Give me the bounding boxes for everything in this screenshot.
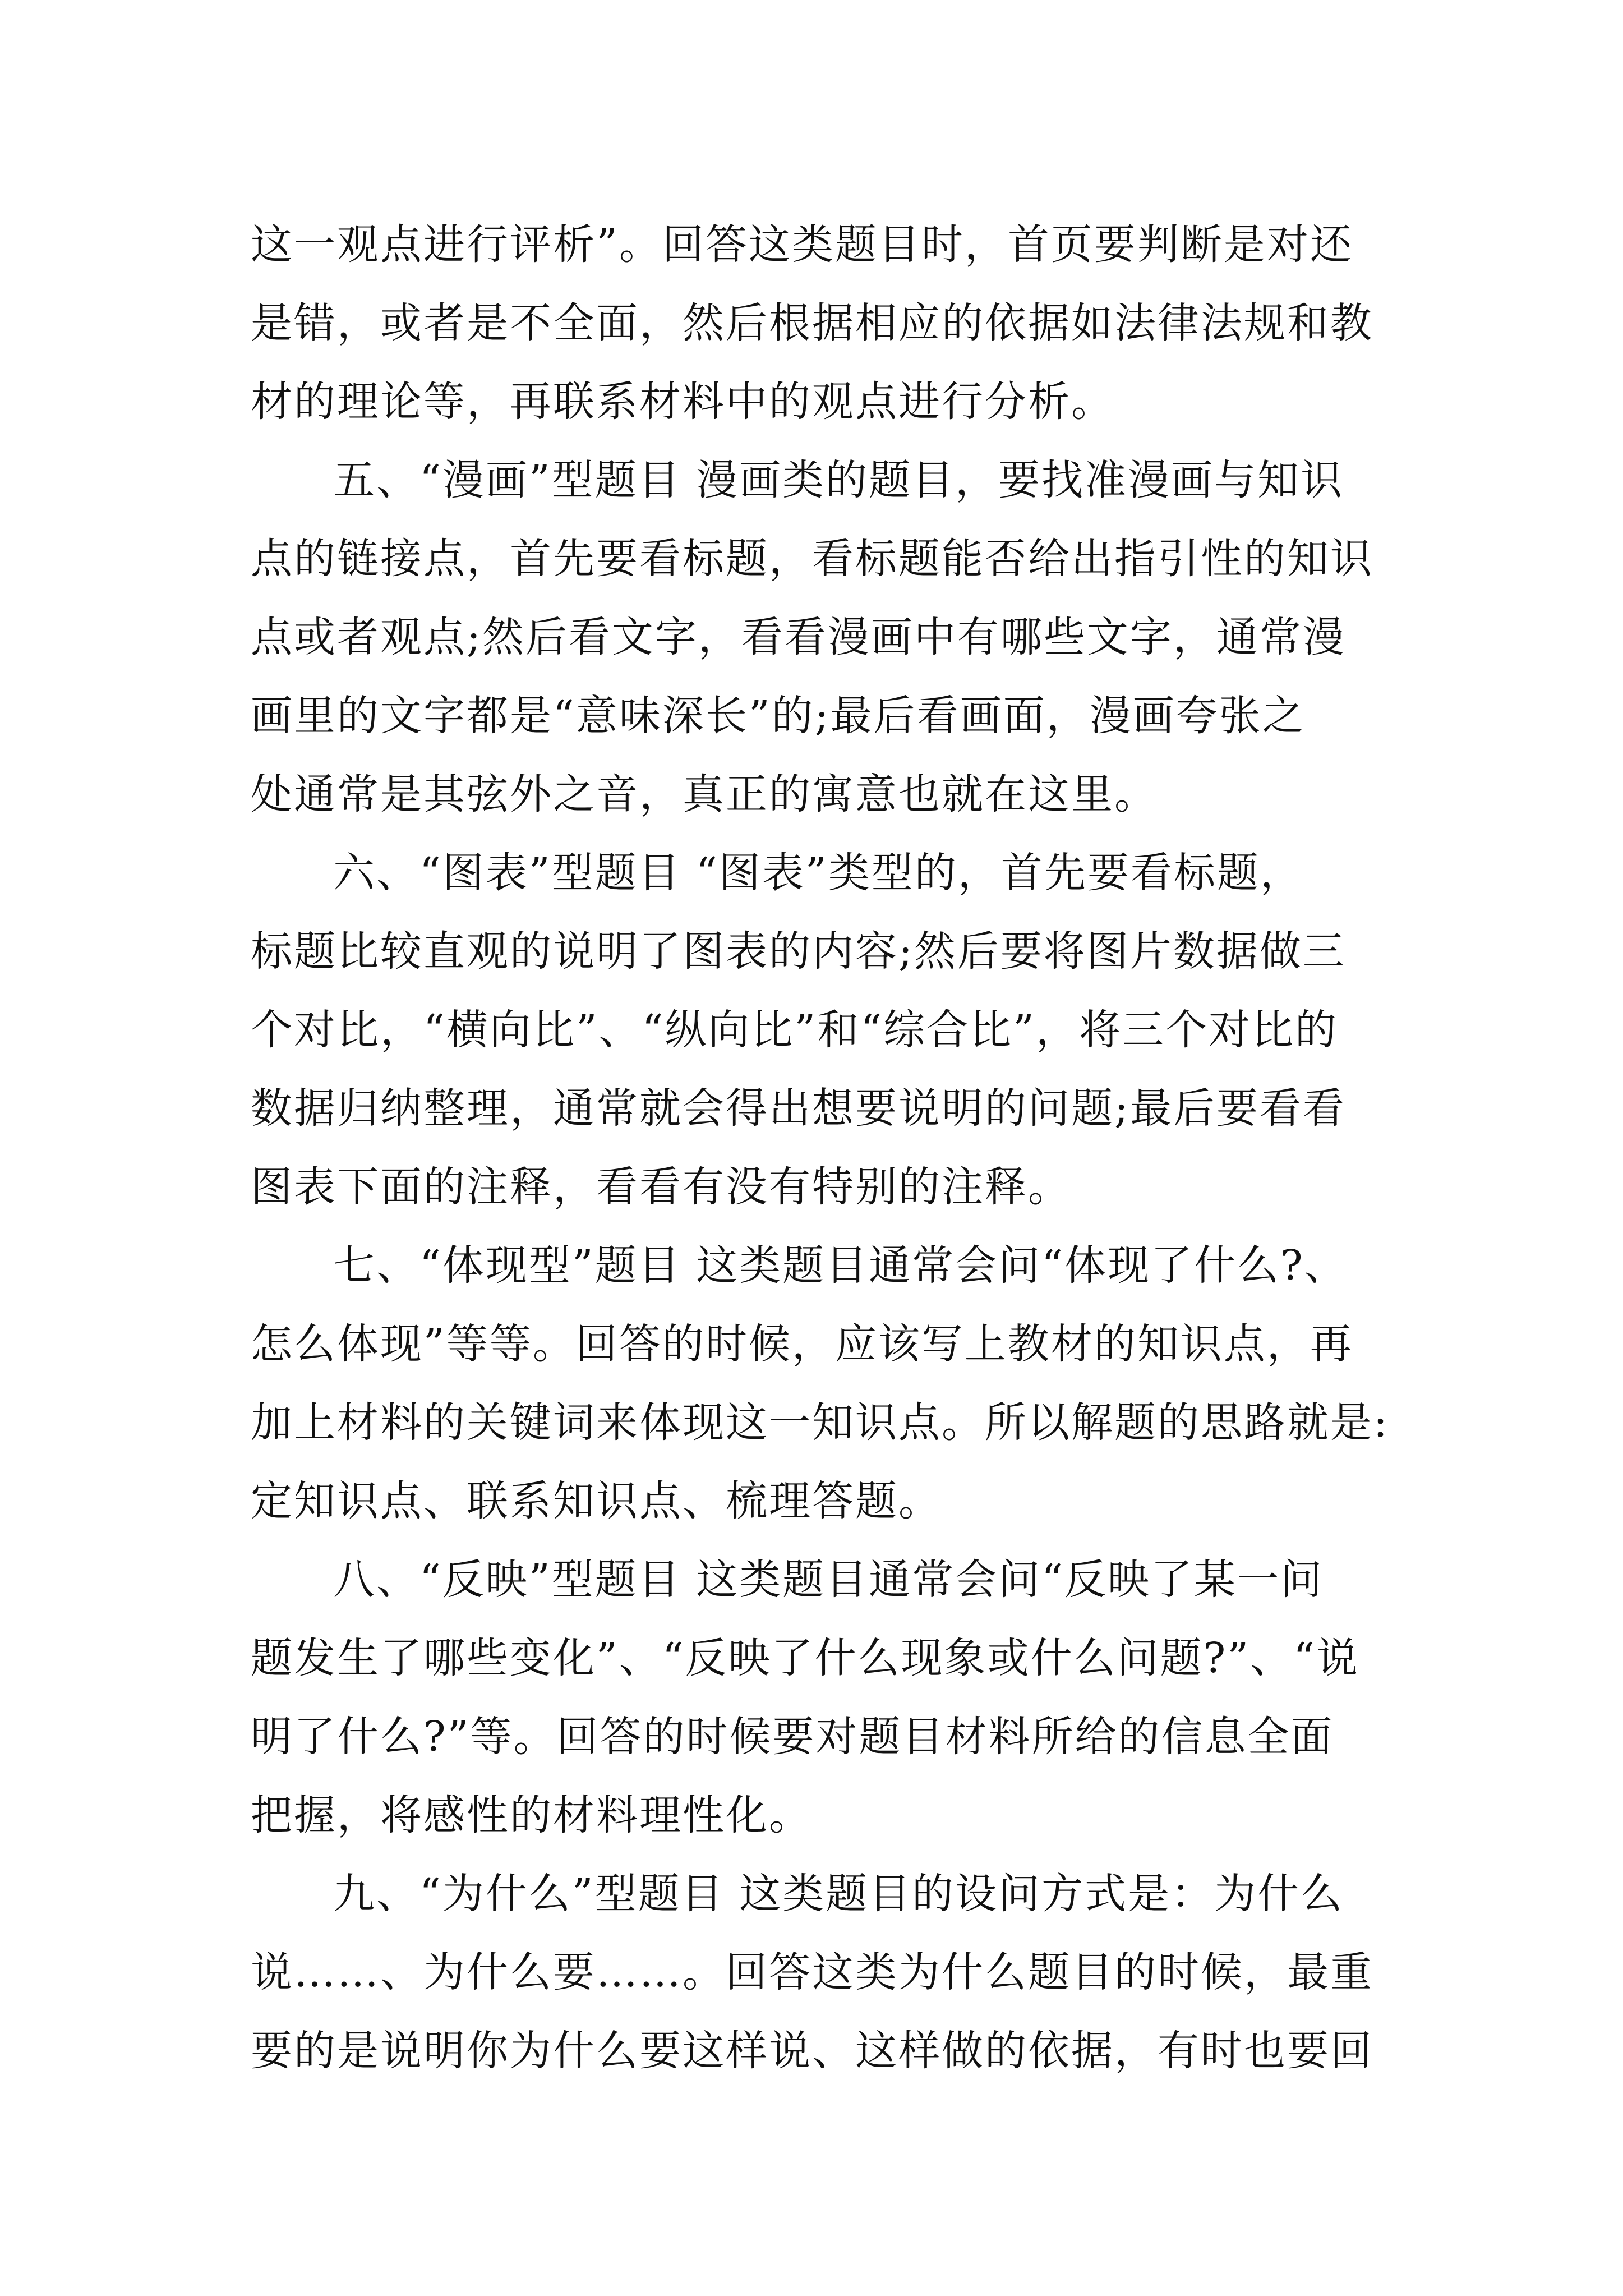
text-line: 点的链接点，首先要看标题，看标题能否给出指引性的知识 [251, 535, 1373, 583]
text-line: 处通常是其弦外之音，真正的寓意也就在这里。 [251, 770, 1158, 818]
text-line: 图表下面的注释，看看有没有特别的注释。 [251, 1163, 1071, 1211]
paragraph-heading-line: 六、“图表”型题目 “图表”类型的，首先要看标题， [333, 849, 1303, 897]
text-line: 画里的文字都是“意味深长”的;最后看画面，漫画夸张之 [251, 692, 1306, 740]
text-line: 定知识点、联系知识点、梳理答题。 [251, 1477, 942, 1525]
text-line: 要的是说明你为什么要这样说、这样做的依据，有时也要回 [251, 2027, 1373, 2075]
text-line: 把握，将感性的材料理性化。 [251, 1791, 812, 1839]
text-line: 题发生了哪些变化”、“反映了什么现象或什么问题?”、“说 [251, 1634, 1359, 1682]
text-line: 点或者观点;然后看文字，看看漫画中有哪些文字，通常漫 [251, 613, 1346, 661]
text-line: 材的理论等，再联系材料中的观点进行分析。 [251, 378, 1114, 426]
text-line: 加上材料的关键词来体现这一知识点。所以解题的思路就是: [251, 1398, 1389, 1447]
paragraph-heading-line: 八、“反映”型题目 这类题目通常会问“反映了某一问 [333, 1556, 1324, 1604]
text-line: 标题比较直观的说明了图表的内容;然后要将图片数据做三 [251, 927, 1346, 976]
text-line: 明了什么?”等。回答的时候要对题目材料所给的信息全面 [251, 1713, 1334, 1761]
text-line: 说……、为什么要……。回答这类为什么题目的时候，最重 [251, 1948, 1373, 1996]
text-line: 怎么体现”等等。回答的时候，应该写上教材的知识点，再 [251, 1320, 1353, 1368]
text-line: 数据归纳整理，通常就会得出想要说明的问题;最后要看看 [251, 1084, 1346, 1133]
paragraph-heading-line: 九、“为什么”型题目 这类题目的设问方式是：为什么 [333, 1870, 1344, 1918]
paragraph-heading-line: 五、“漫画”型题目 漫画类的题目，要找准漫画与知识 [333, 456, 1344, 504]
text-line: 个对比，“横向比”、“纵向比”和“综合比”，将三个对比的 [251, 1006, 1338, 1054]
text-line: 是错，或者是不全面，然后根据相应的依据如法律法规和教 [251, 299, 1373, 347]
text-line: 这一观点进行评析”。回答这类题目时，首页要判断是对还 [251, 220, 1353, 269]
paragraph-heading-line: 七、“体现型”题目 这类题目通常会问“体现了什么?、 [333, 1241, 1348, 1290]
